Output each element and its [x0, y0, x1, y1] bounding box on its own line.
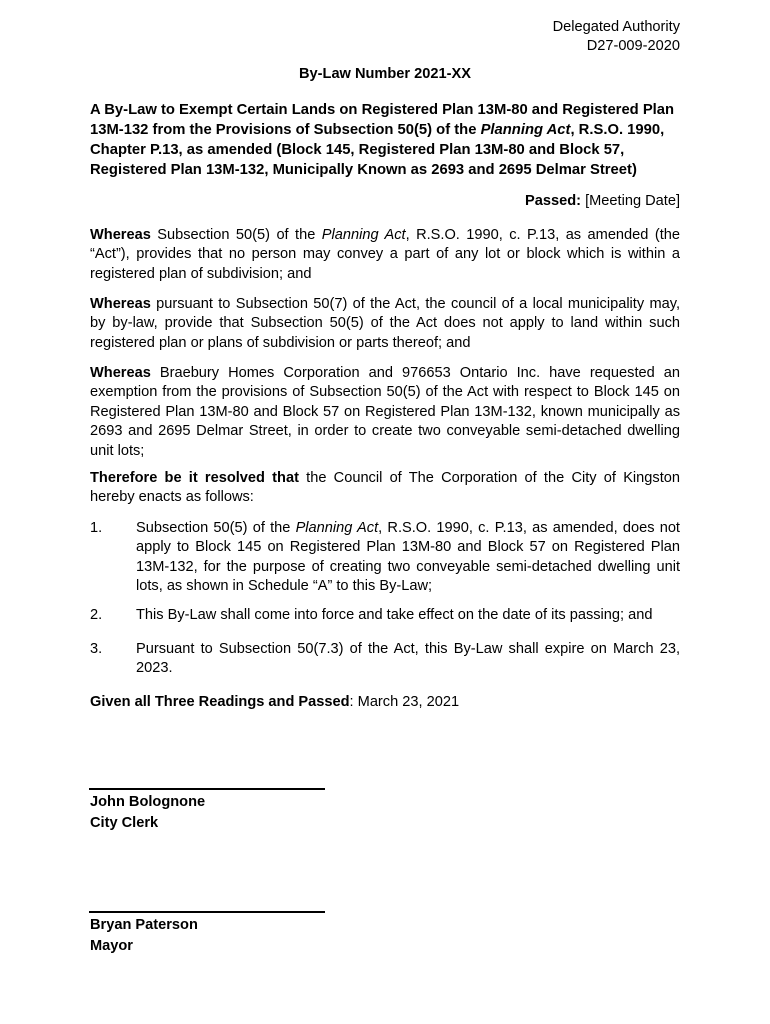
list-item-number: 2. — [90, 607, 103, 623]
whereas-lead: Whereas — [90, 296, 151, 312]
whereas-lead: Whereas — [90, 365, 151, 381]
header-block — [553, 18, 680, 56]
whereas-text: Subsection 50(5) of the — [150, 227, 322, 243]
whereas-text: pursuant to Subsection 50(7) of the Act, the council of a local municipality may, by by-law, provide that Subsection 50(5) of the Act does not apply to land within such registered plan or plans of subdivision or parts thereof; and — [90, 296, 680, 351]
title-act-name: Planning Act — [480, 122, 571, 138]
list-item-text: Pursuant to Subsection 50(7.3) of the Act, this By-Law shall expire on March 23, 2023. — [136, 641, 680, 677]
file-number: D27-009-2020 — [586, 38, 680, 54]
act-name: Planning Act — [295, 520, 379, 536]
passed-value: [Meeting Date] — [581, 193, 680, 209]
whereas-paragraph-3 — [90, 364, 680, 461]
signature-block-clerk — [90, 792, 205, 834]
readings-label: Given all Three Readings and Passed — [90, 694, 350, 710]
bylaw-number: By-Law Number 2021-XX — [299, 66, 471, 82]
whereas-paragraph-2 — [90, 295, 680, 353]
list-item-text — [136, 519, 680, 597]
resolution-paragraph — [90, 469, 680, 508]
list-item-number: 1. — [90, 520, 103, 536]
list-item-text: This By-Law shall come into force and take effect on the date of its passing; and — [136, 607, 653, 623]
whereas-text: , R.S.O. 1990, c. P.13, as amended (the “Act”), provides that no person may convey a part of any lot or block which is within a registered plan of subdivision; and — [90, 227, 680, 282]
list-item-text-part: , R.S.O. 1990, c. P.13, as amended, does not apply to Block 145 on Registered Plan 13M-80 and Block 57 on Registered Plan 13M-132, for the purpose of creating two conveyable semi-detached dwelling unit lots, as shown in Schedule “A” to this By-Law; — [136, 520, 680, 595]
document-title — [90, 100, 680, 180]
signature-line-clerk — [89, 788, 325, 790]
signature-block-mayor — [90, 915, 198, 957]
signatory-name: John Bolognone — [90, 794, 206, 810]
passed-label: Passed: — [525, 193, 582, 209]
delegated-authority-label: Delegated Authority — [552, 19, 680, 35]
passed-line — [525, 192, 680, 211]
title-text-2: , R.S.O. 1990, Chapter P.13, as amended (Block 145, Registered Plan 13M-80 and Block 57, Registered Plan 13M-132, Municipally Known as 2693 and 2695 Delmar Street) — [90, 122, 665, 178]
readings-date: : March 23, 2021 — [349, 694, 460, 710]
signatory-title: Mayor — [90, 938, 133, 954]
act-name: Planning Act — [321, 227, 406, 243]
list-item-number: 3. — [90, 641, 103, 657]
whereas-lead: Whereas — [90, 227, 151, 243]
resolution-lead: Therefore be it resolved that — [90, 470, 299, 486]
whereas-paragraph-1 — [90, 226, 680, 284]
signature-line-mayor — [89, 911, 325, 913]
signatory-name: Bryan Paterson — [90, 917, 198, 933]
title-text-1: A By-Law to Exempt Certain Lands on Registered Plan 13M-80 and Registered Plan 13M-132 from the Provisions of Subsection 50(5) of the — [90, 102, 675, 138]
signatory-title: City Clerk — [90, 815, 159, 831]
resolution-text: the Council of The Corporation of the City of Kingston hereby enacts as follows: — [90, 470, 680, 506]
whereas-text: Braebury Homes Corporation and 976653 Ontario Inc. have requested an exemption from the provisions of Subsection 50(5) of the Act with respect to Block 145 on Registered Plan 13M-80 and Block 57 on Registered Plan 13M-132, known municipally as 2693 and 2695 Delmar Street, in order to create two conveyable semi-detached dwelling unit lots; — [90, 365, 680, 459]
readings-line — [90, 693, 680, 712]
list-item-text-part: Subsection 50(5) of the — [136, 520, 296, 536]
